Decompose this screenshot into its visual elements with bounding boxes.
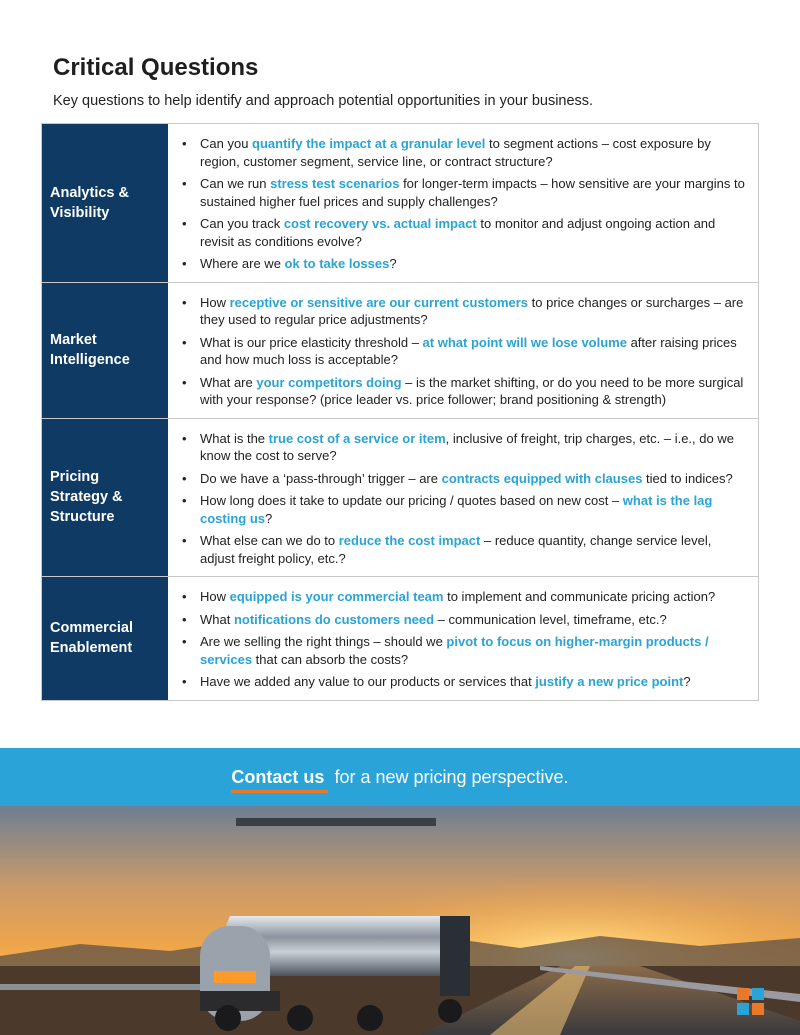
highlight-text: reduce the cost impact (338, 533, 481, 548)
question-text: How long does it take to update our pricing / quotes based on new cost – (200, 493, 623, 508)
question-text: ? (265, 510, 273, 526)
question-item (174, 470, 748, 488)
question-text: for longer-term impacts – how sensitive are your margins to sustained higher fuel prices and supply challenges? (200, 176, 745, 209)
section-questions (168, 577, 758, 700)
highlight-text: stress test scenarios (270, 176, 400, 191)
question-text: ? (389, 256, 397, 271)
question-item (174, 135, 748, 170)
question-text: – is the market shifting, or do you need to be more surgical with your response? (price leader vs. price follower; brand positioning & strength) (200, 374, 744, 407)
question-item (174, 492, 748, 527)
question-item (174, 175, 748, 210)
question-text: Can you track (200, 216, 284, 231)
highlight-text: quantify the impact at a granular level (252, 136, 486, 151)
section-questions (168, 419, 758, 577)
question-text: What are (200, 374, 257, 390)
question-text: Where are we (200, 256, 285, 271)
highlight-text: ok to take losses (284, 256, 390, 271)
question-item (174, 374, 748, 409)
question-list (174, 588, 748, 691)
highlight-text: pivot to focus on higher-margin products / services (200, 634, 709, 667)
question-text: that can absorb the costs? (252, 651, 409, 667)
question-text: Can we run (200, 176, 271, 191)
highlight-text: notifications do customers need (233, 611, 435, 627)
question-item (174, 611, 748, 629)
question-text: What else can we do to (200, 533, 339, 548)
question-text: , inclusive of freight, trip charges, etc. – i.e., do we know the cost to serve? (200, 430, 734, 463)
section-row (42, 282, 758, 418)
section-category-label: Pricing Strategy & Structure (50, 469, 123, 526)
question-item (174, 532, 748, 567)
question-text: to implement and communicate pricing action? (443, 589, 716, 604)
highlight-text: contracts equipped with clauses (441, 470, 643, 486)
section-questions (168, 283, 758, 418)
question-text: tied to indices? (642, 470, 733, 486)
section-category-label: Commercial Enablement (50, 620, 134, 657)
question-item (174, 633, 748, 668)
contact-banner-text: for a new pricing perspective. (334, 766, 569, 787)
section-category-label: Market Intelligence (50, 332, 130, 368)
section-category (42, 283, 168, 418)
question-item (174, 255, 748, 273)
section-category-label: Analytics & Visibility (50, 184, 129, 221)
question-item (174, 673, 748, 691)
highlight-text: equipped is your commercial team (229, 589, 444, 604)
page-title: Critical Questions (53, 54, 259, 81)
questions-table (41, 123, 759, 701)
question-text: Are we selling the right things – should we (200, 634, 447, 649)
question-text: – reduce quantity, change service level, adjust freight policy, etc.? (200, 533, 712, 566)
section-category (42, 124, 168, 282)
question-list (174, 135, 748, 273)
question-text: Do we have a ‘pass-through’ trigger – are (200, 470, 442, 486)
question-list (174, 294, 748, 409)
question-item (174, 294, 748, 329)
question-text: Can you (200, 136, 253, 151)
highlight-text: at what point will we lose volume (422, 334, 627, 350)
question-item (174, 588, 748, 606)
section-row (42, 124, 758, 282)
section-row (42, 418, 758, 577)
question-list (174, 430, 748, 568)
question-text: to segment actions – cost exposure by region, customer segment, service line, or contract structure? (200, 136, 711, 169)
page-subtitle: Key questions to help identify and approach potential opportunities in your business. (53, 93, 594, 109)
section-questions (168, 124, 758, 282)
question-text: How (200, 294, 230, 310)
question-item (174, 215, 748, 250)
highlight-text: receptive or sensitive are our current customers (229, 294, 529, 310)
question-text: – communication level, timeframe, etc.? (434, 611, 667, 627)
question-text: What is our price elasticity threshold – (200, 334, 423, 350)
question-text: What (200, 611, 234, 627)
question-item (174, 334, 748, 369)
question-text: ? (683, 674, 691, 689)
section-row (42, 576, 758, 700)
question-text: What is the (200, 430, 269, 446)
highlight-text: your competitors doing (256, 374, 402, 390)
contact-banner (0, 748, 800, 806)
highlight-text: cost recovery vs. actual impact (283, 216, 477, 231)
question-text: Have we added any value to our products or services that (200, 674, 536, 689)
highlight-text: justify a new price point (535, 674, 684, 689)
question-text: How (200, 589, 230, 604)
question-text: to monitor and adjust ongoing action and revisit as conditions evolve? (200, 216, 716, 249)
highlight-text: what is the lag costing us (200, 493, 713, 526)
tanker-truck-photo (0, 806, 800, 1035)
highlight-text: true cost of a service or item (268, 430, 446, 446)
section-category (42, 577, 168, 700)
question-item (174, 430, 748, 465)
section-category (42, 419, 168, 577)
question-text: after raising prices and how much loss is acceptable? (200, 334, 737, 367)
contact-us-link[interactable]: Contact us (231, 766, 325, 787)
question-text: to price changes or surcharges – are they used to regular price adjustments? (200, 294, 744, 327)
company-logo-icon (737, 988, 765, 1016)
